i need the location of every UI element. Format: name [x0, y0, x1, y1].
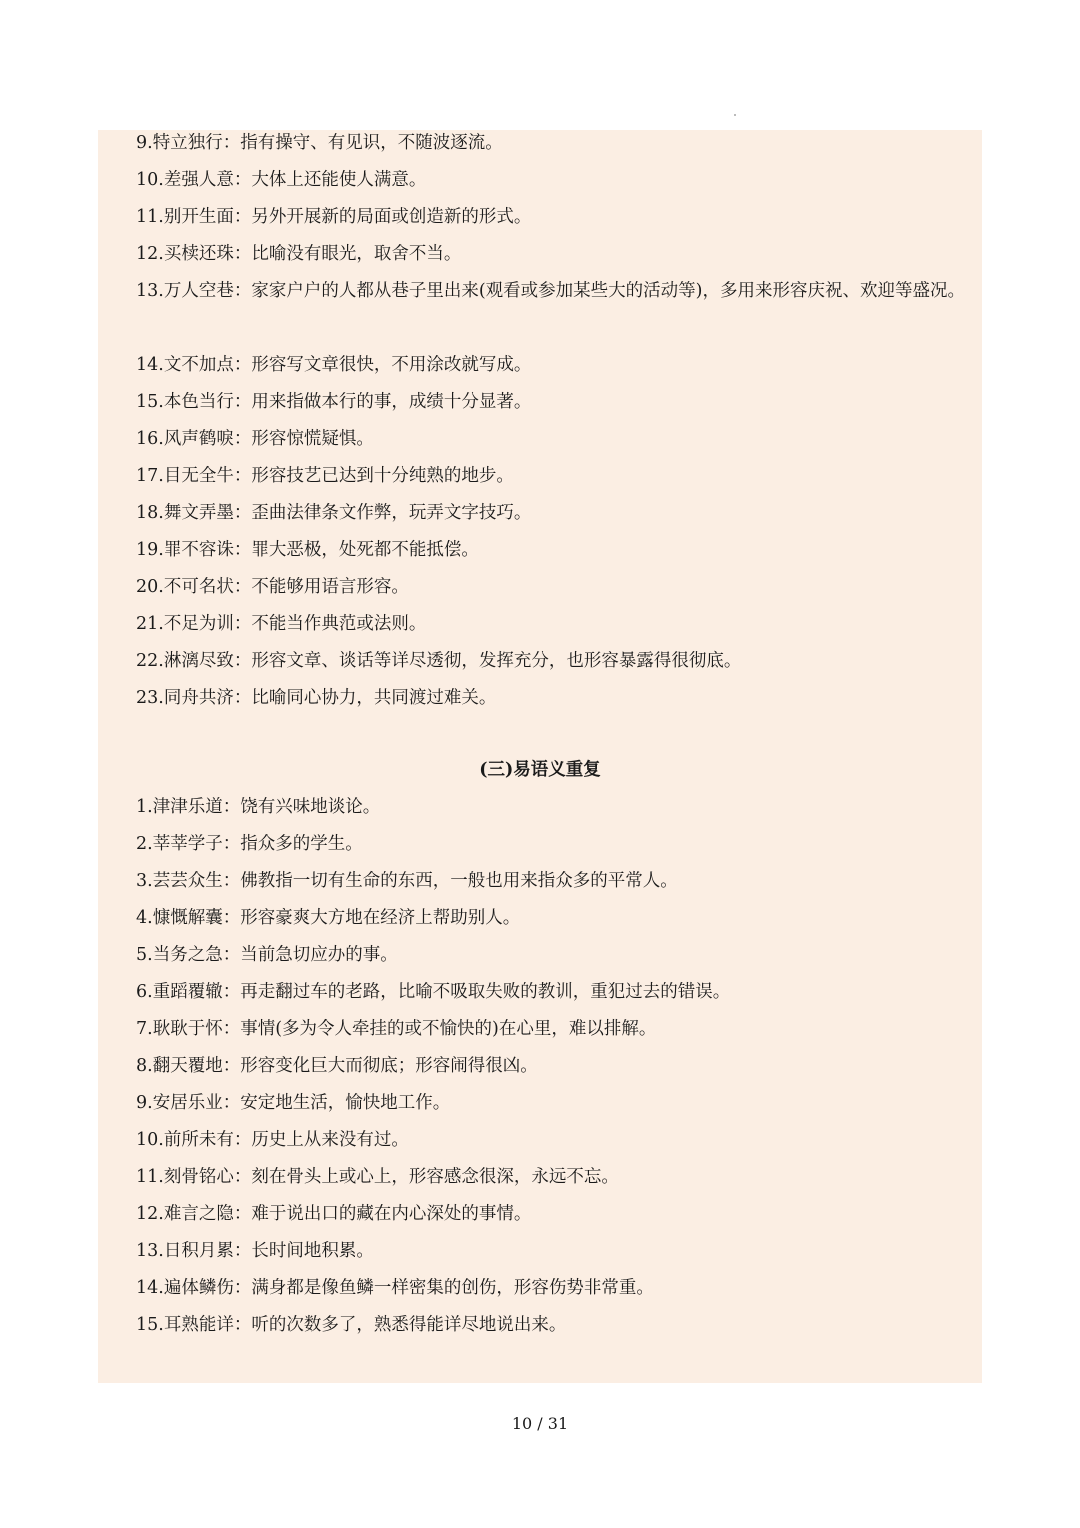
idiom-item: 9.安居乐业：安定地生活，愉快地工作。: [136, 1093, 451, 1113]
scan-dot: [734, 114, 736, 116]
idiom-item: 8.翻天覆地：形容变化巨大而彻底；形容闹得很凶。: [136, 1056, 538, 1076]
idiom-item: 20.不可名状：不能够用语言形容。: [136, 577, 409, 597]
idiom-item: 11.刻骨铭心：刻在骨头上或心上，形容感念很深，永远不忘。: [136, 1167, 619, 1187]
idiom-item: 10.前所未有：历史上从来没有过。: [136, 1130, 409, 1150]
idiom-item: 9.特立独行：指有操守、有见识，不随波逐流。: [136, 133, 503, 153]
idiom-item: 4.慷慨解囊：形容豪爽大方地在经济上帮助别人。: [136, 908, 521, 928]
idiom-item: 21.不足为训：不能当作典范或法则。: [136, 614, 427, 634]
idiom-item: 16.风声鹤唳：形容惊慌疑惧。: [136, 429, 374, 449]
idiom-item: 18.舞文弄墨：歪曲法律条文作弊，玩弄文字技巧。: [136, 503, 532, 523]
idiom-item: 1.津津乐道：饶有兴味地谈论。: [136, 797, 381, 817]
idiom-item: 15.本色当行：用来指做本行的事，成绩十分显著。: [136, 392, 532, 412]
idiom-item: 2.莘莘学子：指众多的学生。: [136, 834, 363, 854]
idiom-item: 10.差强人意：大体上还能使人满意。: [136, 170, 427, 190]
idiom-item: 7.耿耿于怀：事情(多为令人牵挂的或不愉快的)在心里，难以排解。: [136, 1019, 657, 1039]
idiom-item: 12.买椟还珠：比喻没有眼光，取舍不当。: [136, 244, 462, 264]
idiom-item: 22.淋漓尽致：形容文章、谈话等详尽透彻，发挥充分，也形容暴露得很彻底。: [136, 651, 742, 671]
idiom-item: 17.目无全牛：形容技艺已达到十分纯熟的地步。: [136, 466, 514, 486]
idiom-item: 12.难言之隐：难于说出口的藏在内心深处的事情。: [136, 1204, 532, 1224]
idiom-item: 13.日积月累：长时间地积累。: [136, 1241, 374, 1261]
section-heading: (三)易语义重复: [479, 760, 601, 780]
idiom-item: 3.芸芸众生：佛教指一切有生命的东西，一般也用来指众多的平常人。: [136, 871, 678, 891]
idiom-item: 19.罪不容诛：罪大恶极，处死都不能抵偿。: [136, 540, 479, 560]
idiom-item: 6.重蹈覆辙：再走翻过车的老路，比喻不吸取失败的教训，重犯过去的错误。: [136, 982, 731, 1002]
idiom-item: 23.同舟共济：比喻同心协力，共同渡过难关。: [136, 688, 497, 708]
content-panel: [98, 130, 982, 1383]
page-number: 10 / 31: [511, 1414, 569, 1433]
idiom-item: 13.万人空巷：家家户户的人都从巷子里出来(观看或参加某些大的活动等)，多用来形容庆祝、欢迎等盛况。: [136, 281, 965, 301]
idiom-item: 11.别开生面：另外开展新的局面或创造新的形式。: [136, 207, 532, 227]
idiom-item: 14.遍体鳞伤：满身都是像鱼鳞一样密集的创伤，形容伤势非常重。: [136, 1278, 654, 1298]
idiom-item: 15.耳熟能详：听的次数多了，熟悉得能详尽地说出来。: [136, 1315, 567, 1335]
idiom-item: 14.文不加点：形容写文章很快，不用涂改就写成。: [136, 355, 532, 375]
idiom-item: 5.当务之急：当前急切应办的事。: [136, 945, 398, 965]
